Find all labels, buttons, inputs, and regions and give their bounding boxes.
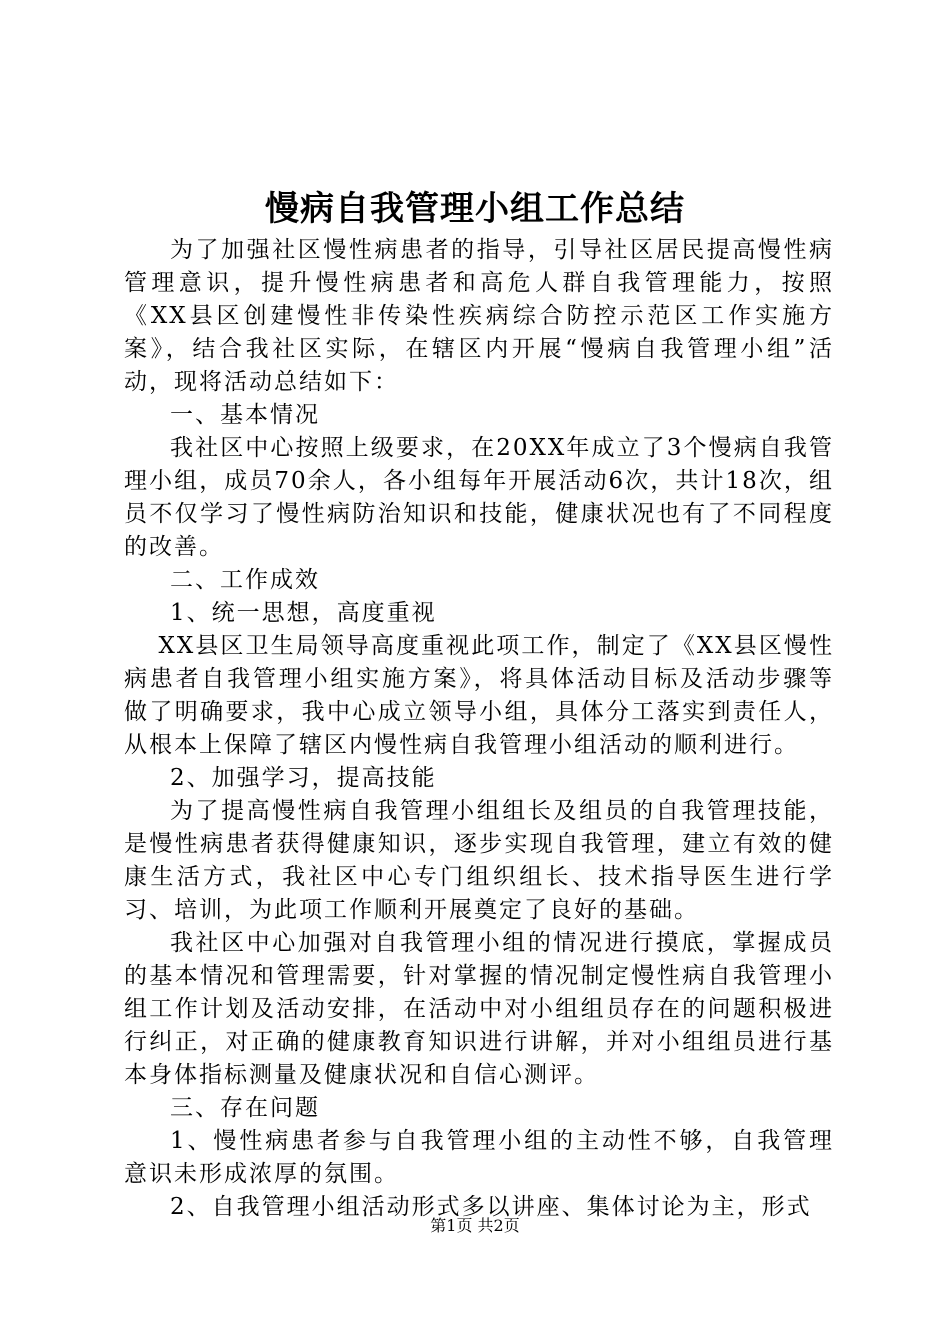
subheading-study: 2、加强学习，提高技能 bbox=[170, 765, 437, 791]
section-heading-results: 二、工作成效 bbox=[170, 567, 320, 593]
page-footer: 第1页 共2页 bbox=[430, 1216, 520, 1235]
survey-paragraph: 我社区中心加强对自我管理小组的情况进行摸底，掌握成员的基本情况和管理需要，针对掌握的情况制定慢性病自我管理小组工作计划及活动安排，在活动中对小组组员存在的问题积极进行纠正，对正确的健康教育知识进行讲解，并对小组组员进行基本身体指标测量及健康状况和自信心测评。 bbox=[124, 930, 834, 1088]
document-body bbox=[124, 234, 834, 1224]
problem-1-paragraph: 1、慢性病患者参与自我管理小组的主动性不够，自我管理意识未形成浓厚的氛围。 bbox=[124, 1128, 834, 1187]
document-title: 慢病自我管理小组工作总结 bbox=[265, 189, 685, 229]
section-heading-problems: 三、存在问题 bbox=[170, 1095, 320, 1121]
intro-paragraph: 为了加强社区慢性病患者的指导，引导社区居民提高慢性病管理意识，提升慢性病患者和高危人群自我管理能力，按照《XX县区创建慢性非传染性疾病综合防控示范区工作实施方案》，结合我社区实际，在辖区内开展“慢病自我管理小组”活动，现将活动总结如下： bbox=[124, 237, 834, 395]
study-paragraph: 为了提高慢性病自我管理小组组长及组员的自我管理技能，是慢性病患者获得健康知识，逐步实现自我管理，建立有效的健康生活方式，我社区中心专门组织组长、技术指导医生进行学习、培训，为此项工作顺利开展奠定了良好的基础。 bbox=[124, 798, 834, 923]
subheading-unify: 1、统一思想，高度重视 bbox=[170, 600, 437, 626]
problem-2-paragraph: 2、自我管理小组活动形式多以讲座、集体讨论为主，形式 bbox=[170, 1194, 812, 1220]
unify-paragraph: XX县区卫生局领导高度重视此项工作，制定了《XX县区慢性病患者自我管理小组实施方案》，将具体活动目标及活动步骤等做了明确要求，我中心成立领导小组，具体分工落实到责任人，从根本上保障了辖区内慢性病自我管理小组活动的顺利进行。 bbox=[124, 633, 834, 758]
basic-paragraph: 我社区中心按照上级要求，在20XX年成立了3个慢病自我管理小组，成员70余人，各小组每年开展活动6次，共计18次，组员不仅学习了慢性病防治知识和技能，健康状况也有了不同程度的改善。 bbox=[124, 435, 834, 560]
section-heading-basic: 一、基本情况 bbox=[170, 402, 320, 428]
